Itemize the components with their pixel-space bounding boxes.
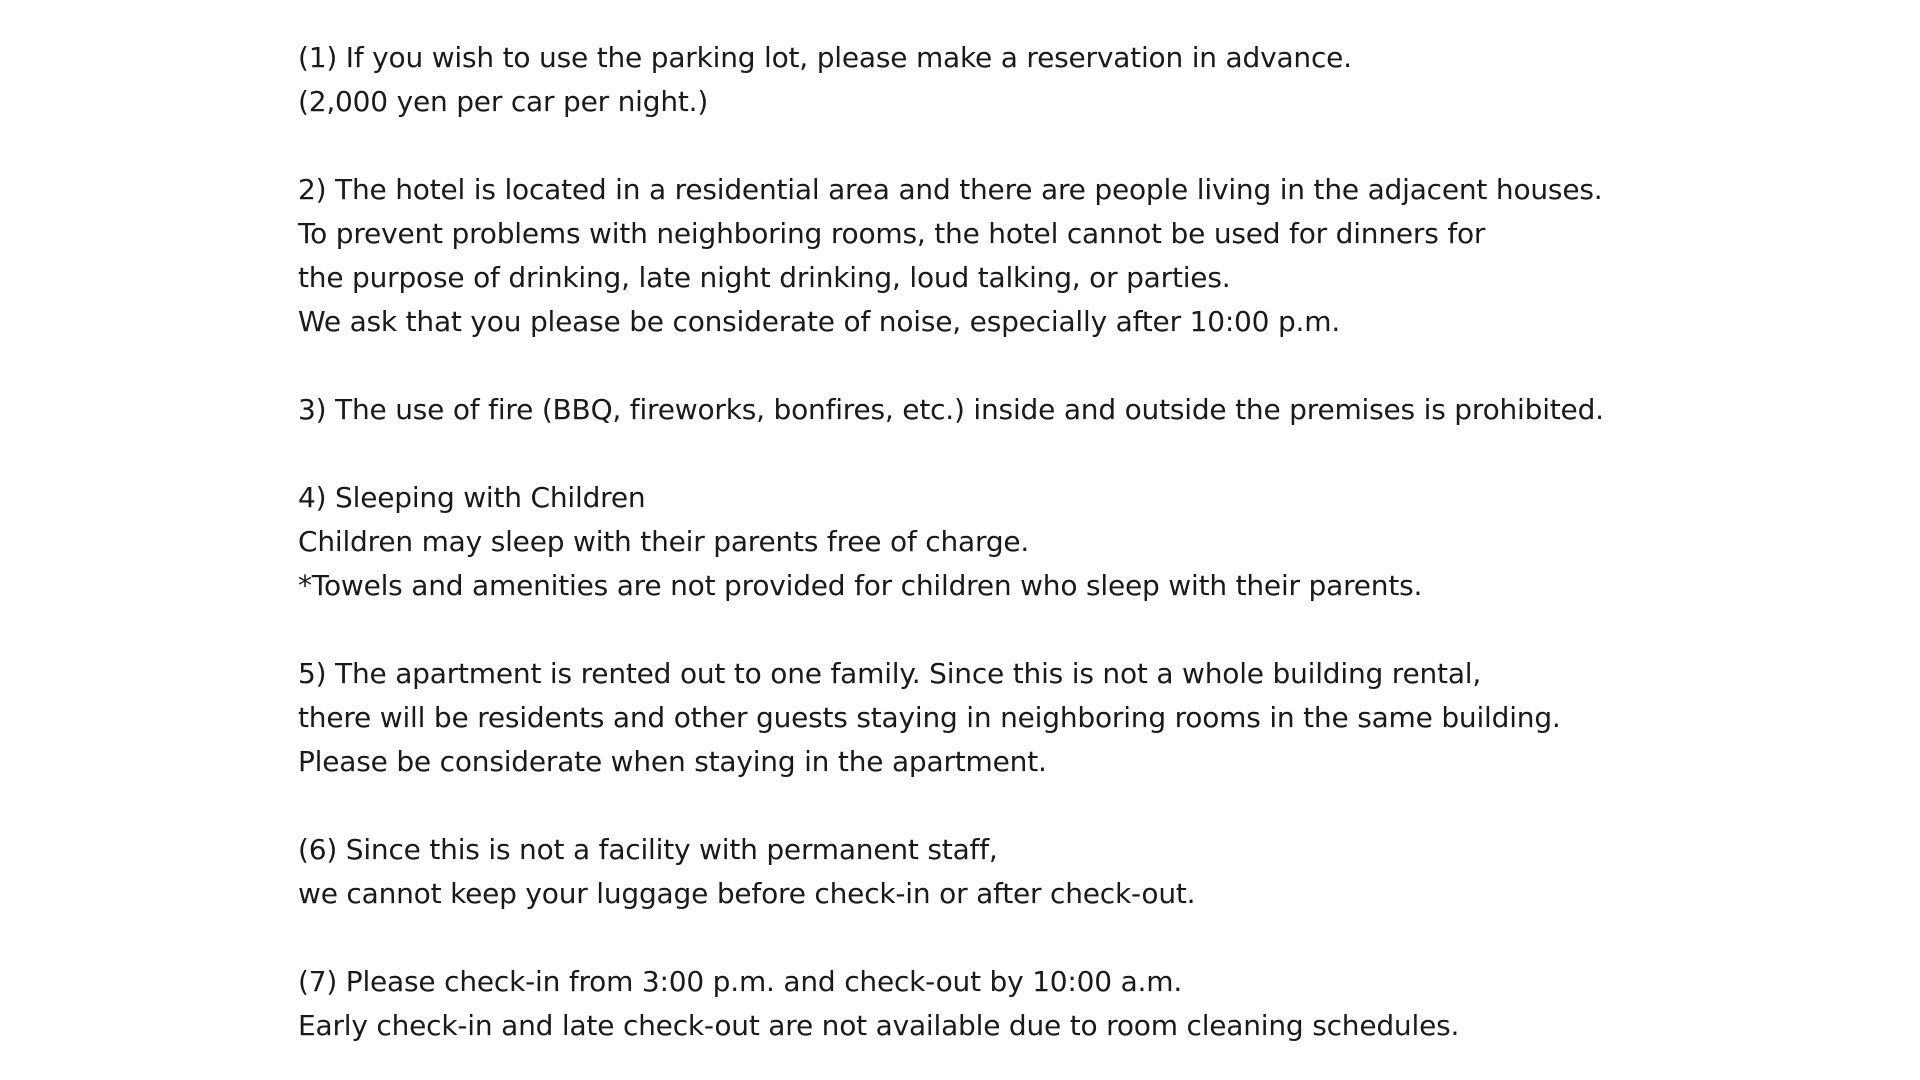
rule-fire-prohibited xyxy=(298,388,1920,432)
rule-line: (7) Please check-in from 3:00 p.m. and check-out by 10:00 a.m. xyxy=(298,965,1183,998)
rule-line: Children may sleep with their parents free of charge. xyxy=(298,525,1030,558)
rule-line: Please be considerate when staying in the apartment. xyxy=(298,745,1047,778)
rule-line: we cannot keep your luggage before check-in or after check-out. xyxy=(298,877,1196,910)
rule-line: 3) The use of fire (BBQ, fireworks, bonfires, etc.) inside and outside the premises is prohibited. xyxy=(298,393,1604,426)
rule-line: Early check-in and late check-out are not available due to room cleaning schedules. xyxy=(298,1009,1460,1042)
rule-apartment-rental xyxy=(298,652,1920,784)
rule-line: 5) The apartment is rented out to one family. Since this is not a whole building rental, xyxy=(298,657,1482,690)
rule-line: (2,000 yen per car per night.) xyxy=(298,85,709,118)
rule-line: (1) If you wish to use the parking lot, please make a reservation in advance. xyxy=(298,41,1352,74)
rule-line: 2) The hotel is located in a residential area and there are people living in the adjacent houses. xyxy=(298,173,1603,206)
rule-residential-area xyxy=(298,168,1920,344)
rule-parking xyxy=(298,36,1920,124)
rule-line: (6) Since this is not a facility with permanent staff, xyxy=(298,833,998,866)
rule-check-in-out xyxy=(298,960,1920,1048)
rule-line: 4) Sleeping with Children xyxy=(298,481,646,514)
rule-children xyxy=(298,476,1920,608)
rule-line: there will be residents and other guests staying in neighboring rooms in the same building. xyxy=(298,701,1561,734)
rule-line: We ask that you please be considerate of noise, especially after 10:00 p.m. xyxy=(298,305,1341,338)
rule-line: the purpose of drinking, late night drinking, loud talking, or parties. xyxy=(298,261,1231,294)
rule-line: To prevent problems with neighboring rooms, the hotel cannot be used for dinners for xyxy=(298,217,1486,250)
rule-line: *Towels and amenities are not provided for children who sleep with their parents. xyxy=(298,569,1423,602)
rule-luggage xyxy=(298,828,1920,916)
